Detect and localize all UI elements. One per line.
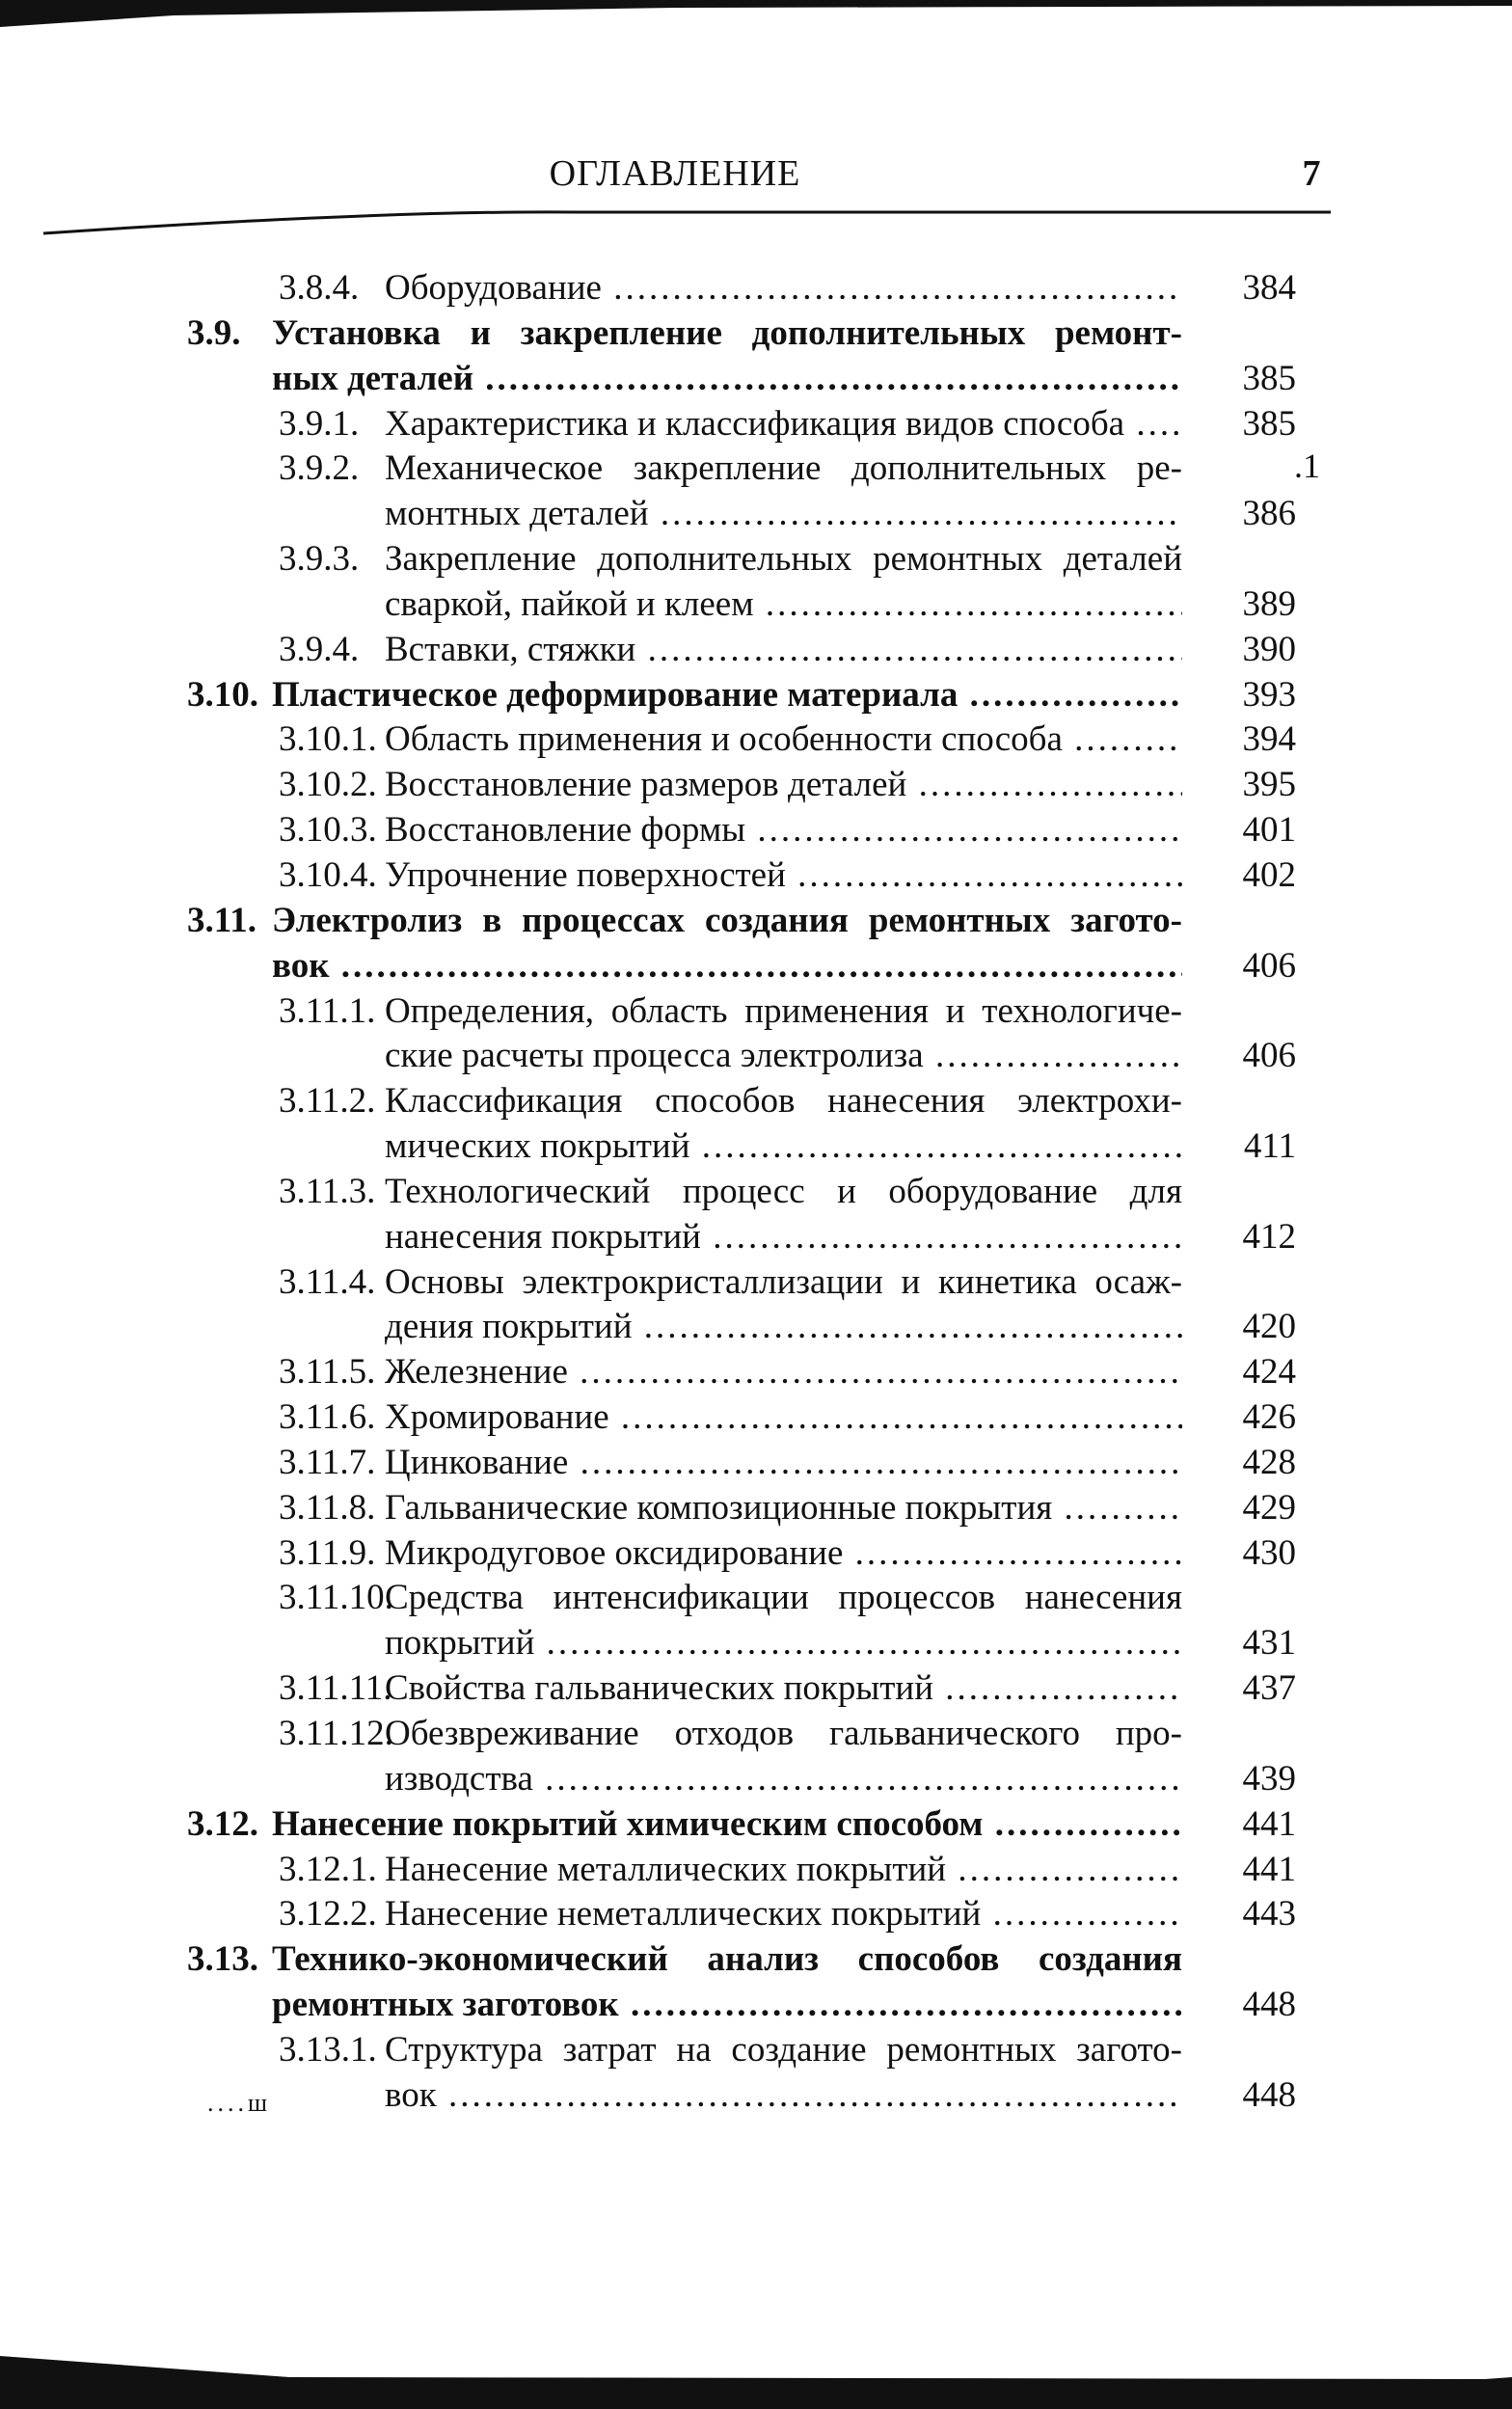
- toc-page-number: 441: [1242, 1849, 1296, 1889]
- toc-subsection-row: [187, 492, 1325, 537]
- toc-entry-title: Электролиз в процессах создания ремонтных загото-: [272, 900, 1182, 940]
- toc-subsection-row: [187, 1215, 1325, 1260]
- toc-entry-title: Технологический процесс и оборудование для: [385, 1171, 1182, 1211]
- toc-entry-number: 3.11.: [187, 900, 256, 940]
- toc-page-number: 402: [1242, 854, 1296, 895]
- toc-entry-title: Пластическое деформирование материала .....: [272, 673, 1182, 718]
- toc-subsection-row: [187, 1712, 1325, 1757]
- toc-section-row: [187, 1802, 1325, 1848]
- toc-section-row: [187, 311, 1325, 357]
- toc-page-number: 394: [1242, 719, 1296, 760]
- toc-entry-number: 3.11.5.: [279, 1352, 376, 1393]
- toc-subsection-row: [187, 2028, 1325, 2073]
- toc-entry-title: вок .....: [272, 944, 1182, 989]
- page-title: ОГЛАВЛЕНИЕ: [549, 153, 801, 194]
- header-rule: [0, 191, 1512, 239]
- toc-entry-number: 3.11.7.: [279, 1442, 376, 1482]
- toc-subsection-row: [187, 989, 1325, 1035]
- toc-entry-title: Хромирование .....: [385, 1395, 1182, 1441]
- toc-entry-number: 3.11.2.: [279, 1081, 376, 1122]
- toc-entry-number: 3.10.3.: [279, 810, 377, 851]
- toc-entry-title: Восстановление формы .....: [385, 808, 1182, 853]
- toc-subsection-row: [187, 1621, 1325, 1666]
- toc-entry-number: 3.10.: [187, 674, 258, 715]
- toc-entry-number: 3.12.2.: [279, 1894, 377, 1935]
- toc-subsection-row: [187, 1757, 1325, 1802]
- toc-subsection-row: [187, 537, 1325, 582]
- toc-entry-number: 3.11.3.: [279, 1171, 376, 1211]
- toc-page-number: 430: [1242, 1532, 1296, 1573]
- margin-mark: .1: [1294, 447, 1320, 485]
- toc-entry-number: 3.11.12.: [279, 1714, 393, 1753]
- toc-entry-title: Упрочнение поверхностей .....: [385, 853, 1182, 899]
- toc-section-row: [187, 357, 1325, 402]
- toc-entry-title: Определения, область применения и технологиче-: [385, 990, 1182, 1031]
- toc-page-number: 448: [1242, 1985, 1296, 2025]
- toc-page-number: 426: [1242, 1397, 1296, 1438]
- toc-entry-title: изводства .....: [385, 1757, 1182, 1802]
- toc-subsection-row: [187, 2073, 1325, 2119]
- toc-subsection-row: [187, 763, 1325, 808]
- toc-page-number: 448: [1242, 2074, 1296, 2115]
- toc-page-number: 386: [1242, 494, 1296, 534]
- toc-page-number: 393: [1242, 674, 1296, 715]
- toc-entry-number: 3.9.4.: [279, 629, 360, 669]
- toc-entry-number: 3.9.1.: [279, 403, 360, 444]
- toc-subsection-row: [187, 1260, 1325, 1306]
- toc-entry-title: Восстановление размеров деталей .....: [385, 763, 1182, 808]
- toc-subsection-row: [187, 1350, 1325, 1395]
- toc-subsection-row: [187, 1441, 1325, 1486]
- toc-subsection-row: [187, 1305, 1325, 1350]
- toc-entry-number: 3.13.: [187, 1939, 258, 1980]
- toc-subsection-row: [187, 1124, 1325, 1170]
- toc-entry-number: 3.10.1.: [279, 719, 377, 760]
- toc-subsection-row: [187, 853, 1325, 899]
- toc-entry-title: Оборудование .....: [385, 266, 1182, 311]
- toc-entry-number: 3.11.4.: [279, 1261, 376, 1302]
- toc-entry-title: Гальванические композиционные покрытия .....: [385, 1486, 1182, 1531]
- bottom-mark: ....ш: [207, 2089, 272, 2117]
- toc-page-number: 406: [1242, 945, 1296, 986]
- toc-entry-number: 3.11.8.: [279, 1487, 376, 1528]
- toc-entry-title: Технико-экономический анализ способов создания: [272, 1939, 1182, 1980]
- toc-page-number: 385: [1242, 403, 1296, 444]
- toc-page-number: 390: [1242, 629, 1296, 669]
- toc-page-number: 428: [1242, 1442, 1296, 1482]
- toc-entry-title: Механическое закрепление дополнительных ре-: [385, 448, 1182, 489]
- toc-entry-title: вок .....: [385, 2073, 1182, 2119]
- toc-page-number: 439: [1242, 1758, 1296, 1799]
- toc-subsection-row: [187, 266, 1325, 311]
- toc-page-number: 437: [1242, 1668, 1296, 1709]
- toc-entry-title: мических покрытий .....: [385, 1124, 1182, 1170]
- toc-entry-title: Обезвреживание отходов гальванического про-: [385, 1714, 1182, 1753]
- toc-subsection-row: [187, 808, 1325, 853]
- toc-entry-number: 3.11.6.: [279, 1397, 376, 1438]
- toc-entry-title: Нанесение неметаллических покрытий .....: [385, 1892, 1182, 1937]
- toc-entry-title: ские расчеты процесса электролиза .....: [385, 1034, 1182, 1079]
- toc-page-number: 420: [1242, 1307, 1296, 1347]
- toc-page-number: 441: [1242, 1803, 1296, 1844]
- toc-entry-number: 3.10.2.: [279, 765, 377, 805]
- toc-entry-title: Цинкование .....: [385, 1441, 1182, 1486]
- toc-entry-title: Нанесение металлических покрытий .....: [385, 1848, 1182, 1893]
- toc-page-number: 395: [1242, 765, 1296, 805]
- toc-entry-title: ремонтных заготовок .....: [272, 1983, 1182, 2028]
- toc-entry-title: Область применения и особенности способа .....: [385, 717, 1182, 763]
- toc-subsection-row: [187, 1079, 1325, 1124]
- toc-subsection-row: [187, 1576, 1325, 1621]
- toc-entry-title: Нанесение покрытий химическим способом .....: [272, 1802, 1182, 1848]
- toc-entry-number: 3.11.9.: [279, 1532, 376, 1573]
- toc-page-number: 401: [1242, 810, 1296, 851]
- toc-entry-title: монтных деталей .....: [385, 492, 1182, 537]
- toc-subsection-row: [187, 402, 1325, 447]
- toc-subsection-row: [187, 1666, 1325, 1712]
- page-number: 7: [1302, 153, 1321, 194]
- toc-page-number: 389: [1242, 583, 1296, 624]
- toc-entry-number: 3.11.10.: [279, 1578, 393, 1618]
- toc-section-row: [187, 1983, 1325, 2028]
- toc-entry-title: покрытий .....: [385, 1621, 1182, 1666]
- scan-edge-bottom: [0, 2339, 1512, 2409]
- toc-page-number: 443: [1242, 1894, 1296, 1935]
- toc-entry-title: сваркой, пайкой и клеем .....: [385, 582, 1182, 628]
- toc-subsection-row: [187, 628, 1325, 673]
- toc-entry-title: Вставки, стяжки .....: [385, 628, 1182, 673]
- toc-page-number: 429: [1242, 1487, 1296, 1528]
- toc-entry-number: 3.10.4.: [279, 854, 377, 895]
- toc-entry-number: 3.13.1.: [279, 2029, 377, 2070]
- toc-section-row: [187, 899, 1325, 944]
- toc-entry-number: 3.11.1.: [279, 990, 376, 1031]
- toc-entry-title: Средства интенсификации процессов нанесения: [385, 1578, 1182, 1618]
- toc-subsection-row: [187, 1531, 1325, 1577]
- toc-entry-title: Закрепление дополнительных ремонтных деталей: [385, 539, 1182, 580]
- toc-entry-title: дения покрытий .....: [385, 1305, 1182, 1350]
- toc-entry-number: 3.11.11.: [279, 1668, 392, 1709]
- toc-entry-title: нанесения покрытий .....: [385, 1215, 1182, 1260]
- toc-entry-title: Установка и закрепление дополнительных ремонт-: [272, 312, 1182, 353]
- scan-edge-top: [0, 0, 1512, 29]
- toc-section-row: [187, 673, 1325, 718]
- toc-page-number: 411: [1243, 1126, 1296, 1167]
- toc-page-number: 384: [1242, 268, 1296, 308]
- toc-entry-title: ных деталей .....: [272, 357, 1182, 402]
- toc-subsection-row: [187, 1848, 1325, 1893]
- toc-section-row: [187, 944, 1325, 989]
- toc-entry-number: 3.9.2.: [279, 448, 360, 489]
- toc-entry-number: 3.9.: [187, 312, 241, 353]
- toc-entry-title: Микродуговое оксидирование .....: [385, 1531, 1182, 1577]
- toc-subsection-row: [187, 1034, 1325, 1079]
- toc-subsection-row: [187, 1395, 1325, 1441]
- toc-section-row: [187, 1937, 1325, 1983]
- toc-page-number: 412: [1242, 1216, 1296, 1257]
- toc-subsection-row: [187, 1486, 1325, 1531]
- toc-entry-number: 3.8.4.: [279, 268, 360, 308]
- toc-subsection-row: [187, 717, 1325, 763]
- toc-subsection-row: [187, 582, 1325, 628]
- toc-page-number: 424: [1242, 1352, 1296, 1393]
- toc-subsection-row: [187, 1170, 1325, 1215]
- toc-page-number: 406: [1242, 1036, 1296, 1076]
- toc-entry-number: 3.12.: [187, 1803, 258, 1844]
- toc-subsection-row: [187, 447, 1325, 492]
- toc-entry-title: Классификация способов нанесения электрохи-: [385, 1081, 1182, 1122]
- toc-entry-number: 3.12.1.: [279, 1849, 377, 1889]
- toc-entry-title: Свойства гальванических покрытий .....: [385, 1666, 1182, 1712]
- toc-entry-title: Структура затрат на создание ремонтных загото-: [385, 2029, 1182, 2070]
- toc-entry-title: Характеристика и классификация видов способа .....: [385, 402, 1182, 447]
- toc-entry-number: 3.9.3.: [279, 539, 360, 580]
- toc-entry-title: Основы электрокристаллизации и кинетика осаж-: [385, 1261, 1182, 1302]
- toc-page-number: 431: [1242, 1623, 1296, 1664]
- toc-page-number: 385: [1242, 358, 1296, 398]
- toc-subsection-row: [187, 1892, 1325, 1937]
- table-of-contents: [187, 266, 1325, 2119]
- toc-entry-title: Железнение .....: [385, 1350, 1182, 1395]
